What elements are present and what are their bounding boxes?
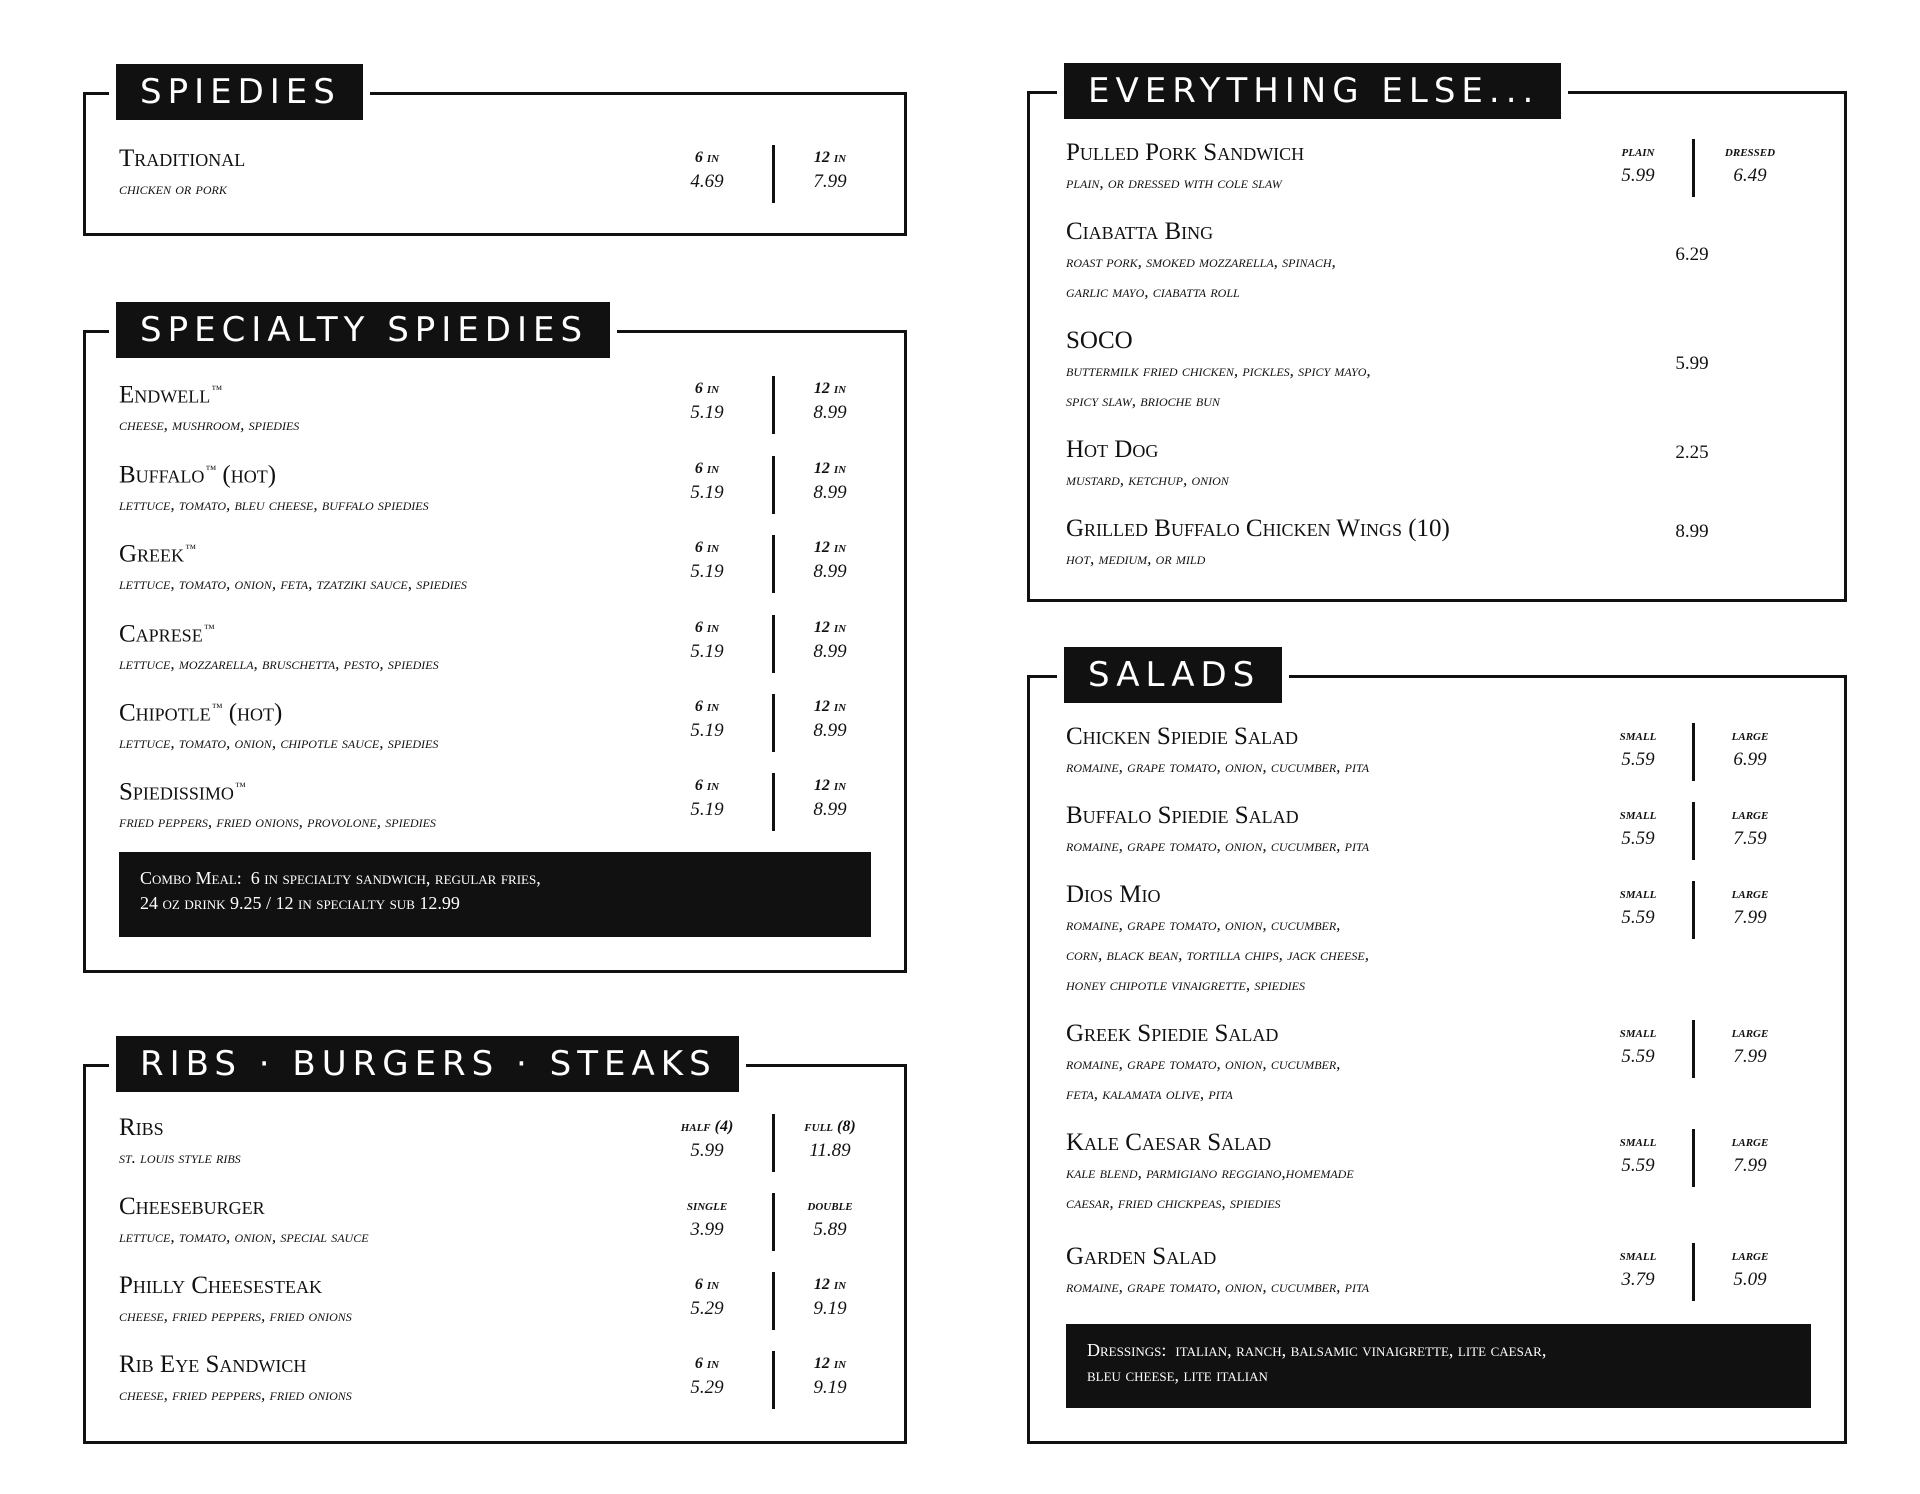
price-col-1: plain 5.99 xyxy=(1621,143,1655,186)
menu-item xyxy=(1066,218,1811,307)
item-name: Rib Eye Sandwich xyxy=(119,1351,307,1378)
price-col-1: 6 in 5.19 xyxy=(690,777,724,820)
price-col-1: small 5.59 xyxy=(1619,727,1657,770)
size-label: 6 in xyxy=(694,149,720,166)
combo-meal-note xyxy=(119,852,871,937)
price-col-2: 12 in 8.99 xyxy=(813,539,847,582)
price-col-1: 6 in 5.19 xyxy=(690,619,724,662)
item-desc: hot, medium, or mild xyxy=(1066,549,1206,568)
ribs-title: RIBS · BURGERS · STEAKS xyxy=(116,1036,739,1092)
trademark: ™ xyxy=(234,781,246,793)
item-desc: kale blend, parmigiano reggiano,homemade xyxy=(1066,1163,1354,1182)
item-name: Philly Cheesesteak xyxy=(119,1272,323,1299)
price-col-1 xyxy=(652,147,762,195)
price-col-2: 12 in 8.99 xyxy=(813,619,847,662)
price-col-2: dressed 6.49 xyxy=(1724,143,1776,186)
menu-item xyxy=(119,1272,871,1331)
menu-item xyxy=(119,376,871,440)
menu-item xyxy=(1066,1129,1811,1218)
item-desc: mustard, ketchup, onion xyxy=(1066,470,1229,489)
item-desc: roast pork, smoked mozzarella, spinach, xyxy=(1066,252,1336,271)
spiedies-section xyxy=(83,72,907,236)
item-desc: romaine, grape tomato, onion, cucumber, pita xyxy=(1066,836,1370,855)
price-col-2: 12 in 8.99 xyxy=(813,460,847,503)
price: 7.99 xyxy=(813,171,847,192)
trademark: ™ xyxy=(205,464,217,476)
dressings-text-2: bleu cheese, lite italian xyxy=(1087,1365,1268,1385)
trademark: ™ xyxy=(203,623,215,635)
trademark: ™ xyxy=(211,384,223,396)
price: 2.25 xyxy=(1675,442,1709,463)
item-desc: lettuce, tomato, onion, chipotle sauce, spiedies xyxy=(119,733,439,753)
menu-item xyxy=(119,615,871,679)
price-col-2: large 7.59 xyxy=(1731,806,1769,849)
price-col-2: full (8) 11.89 xyxy=(804,1118,856,1161)
dressings-label: Dressings: xyxy=(1087,1340,1167,1360)
menu-item xyxy=(1066,515,1811,574)
dressings-note xyxy=(1066,1324,1811,1408)
menu-item xyxy=(1066,881,1811,1000)
item-name: Ciabatta Bing xyxy=(1066,218,1214,245)
item-desc: cheese, fried peppers, fried onions xyxy=(119,1385,352,1404)
item-desc: feta, kalamata olive, pita xyxy=(1066,1084,1233,1103)
price-col-1: small 5.59 xyxy=(1619,1133,1657,1176)
menu-item xyxy=(119,694,871,758)
item-desc: chicken or pork xyxy=(119,179,227,198)
price-col-2: large 7.99 xyxy=(1731,1133,1769,1176)
item-desc: caesar, fried chickpeas, spiedies xyxy=(1066,1193,1281,1212)
price-col-2: large 5.09 xyxy=(1731,1247,1769,1290)
item-name: Dios Mio xyxy=(1066,881,1161,908)
combo-label: Combo Meal: xyxy=(140,868,242,888)
price: 6.29 xyxy=(1675,244,1709,265)
item-desc: plain, or dressed with cole slaw xyxy=(1066,173,1282,192)
item-name: Chicken Spiedie Salad xyxy=(1066,723,1298,750)
trademark: ™ xyxy=(185,543,196,555)
menu-item xyxy=(119,456,871,520)
price-col-2: double 5.89 xyxy=(807,1197,853,1240)
price: 5.99 xyxy=(1675,353,1709,374)
ribs-burgers-steaks-section xyxy=(83,1044,907,1444)
item-name: Greek Spiedie Salad xyxy=(1066,1020,1279,1047)
item-name: Endwell™ xyxy=(119,381,223,409)
menu-item xyxy=(1066,802,1811,861)
item-name: Garden Salad xyxy=(1066,1243,1217,1270)
item-name: Traditional xyxy=(119,145,246,172)
price-col-1: 6 in 5.29 xyxy=(690,1276,724,1319)
item-desc: romaine, grape tomato, onion, cucumber, pita xyxy=(1066,1277,1370,1296)
price-col-2: large 7.99 xyxy=(1731,885,1769,928)
menu-item xyxy=(119,1114,871,1173)
menu-item xyxy=(119,535,871,599)
price-col-1: half (4) 5.99 xyxy=(680,1118,734,1161)
price-col-1: small 5.59 xyxy=(1619,1024,1657,1067)
item-desc: spicy slaw, brioche bun xyxy=(1066,391,1220,410)
price-col-2: 12 in 8.99 xyxy=(813,777,847,820)
combo-text-2: 24 oz drink 9.25 / 12 in specialty sub 12.99 xyxy=(140,893,460,913)
dressings-text-1: italian, ranch, balsamic vinaigrette, lite caesar, xyxy=(1175,1340,1547,1360)
spiedies-title: SPIEDIES xyxy=(116,64,363,120)
item-name: Pulled Pork Sandwich xyxy=(1066,139,1305,166)
item-desc: lettuce, tomato, onion, special sauce xyxy=(119,1227,369,1246)
everything-else-section xyxy=(1027,71,1847,602)
item-desc: romaine, grape tomato, onion, cucumber, xyxy=(1066,1054,1341,1073)
item-name: SOCO xyxy=(1066,327,1133,354)
item-desc: fried peppers, fried onions, provolone, spiedies xyxy=(119,812,436,832)
price-col-1: 6 in 5.19 xyxy=(690,698,724,741)
salads-title: SALADS xyxy=(1064,647,1282,703)
item-desc: honey chipotle vinaigrette, spiedies xyxy=(1066,975,1305,994)
menu-item xyxy=(1066,723,1811,782)
price-col-1: 6 in 5.19 xyxy=(690,380,724,423)
menu-item xyxy=(119,145,871,204)
price-col-2: 12 in 8.99 xyxy=(813,380,847,423)
item-desc: lettuce, tomato, bleu cheese, buffalo spiedies xyxy=(119,495,429,515)
item-desc: corn, black bean, tortilla chips, jack cheese, xyxy=(1066,945,1369,964)
price-col-2: large 7.99 xyxy=(1731,1024,1769,1067)
item-desc: st. louis style ribs xyxy=(119,1148,241,1167)
item-name: Buffalo™ (hot) xyxy=(119,461,277,489)
menu-item xyxy=(119,773,871,837)
item-name: Grilled Buffalo Chicken Wings (10) xyxy=(1066,515,1450,542)
item-name: Ribs xyxy=(119,1114,164,1141)
specialty-title: SPECIALTY SPIEDIES xyxy=(116,302,610,358)
menu-item xyxy=(1066,1020,1811,1109)
price-col-1: small 5.59 xyxy=(1619,806,1657,849)
item-name: Caprese™ xyxy=(119,620,215,648)
item-name: Hot Dog xyxy=(1066,436,1159,463)
price-col-2: 12 in 8.99 xyxy=(813,698,847,741)
item-name: Buffalo Spiedie Salad xyxy=(1066,802,1299,829)
menu-item xyxy=(1066,436,1811,495)
menu-item xyxy=(1066,139,1811,198)
salads-section xyxy=(1027,655,1847,1444)
price-col-2: 12 in 9.19 xyxy=(813,1276,847,1319)
price-col-1: 6 in 5.29 xyxy=(690,1355,724,1398)
price: 4.69 xyxy=(690,171,724,192)
price-col-1: 6 in 5.19 xyxy=(690,539,724,582)
price: 8.99 xyxy=(1675,521,1709,542)
item-desc: cheese, fried peppers, fried onions xyxy=(119,1306,352,1325)
item-desc: garlic mayo, ciabatta roll xyxy=(1066,282,1240,301)
item-name: Cheeseburger xyxy=(119,1193,265,1220)
price-col-1: small 3.79 xyxy=(1619,1247,1657,1290)
menu-item xyxy=(119,1193,871,1252)
item-desc: romaine, grape tomato, onion, cucumber, xyxy=(1066,915,1341,934)
item-desc: cheese, mushroom, spiedies xyxy=(119,415,300,435)
item-desc: lettuce, tomato, onion, feta, tzatziki sauce, spiedies xyxy=(119,574,467,594)
price-col-2: large 6.99 xyxy=(1731,727,1769,770)
price-col-1: 6 in 5.19 xyxy=(690,460,724,503)
price-col-2 xyxy=(775,147,885,195)
menu-item xyxy=(119,1351,871,1410)
price-col-1: single 3.99 xyxy=(686,1197,728,1240)
item-desc: romaine, grape tomato, onion, cucumber, pita xyxy=(1066,757,1370,776)
item-desc: lettuce, mozzarella, bruschetta, pesto, spiedies xyxy=(119,654,439,674)
menu-item xyxy=(1066,327,1811,416)
size-label: 12 in xyxy=(813,149,847,166)
item-name: Spiedissimo™ xyxy=(119,778,246,806)
item-name: Greek™ xyxy=(119,540,196,568)
specialty-spiedies-section xyxy=(83,310,907,973)
price-col-1: small 5.59 xyxy=(1619,885,1657,928)
item-name: Kale Caesar Salad xyxy=(1066,1129,1272,1156)
item-name: Chipotle™ (hot) xyxy=(119,699,283,727)
item-desc: buttermilk fried chicken, pickles, spicy mayo, xyxy=(1066,361,1371,380)
trademark: ™ xyxy=(211,702,223,714)
price-col-2: 12 in 9.19 xyxy=(813,1355,847,1398)
menu-item xyxy=(1066,1243,1811,1302)
combo-text-1: 6 in specialty sandwich, regular fries, xyxy=(250,868,541,888)
everything-title: EVERYTHING ELSE... xyxy=(1064,63,1561,119)
